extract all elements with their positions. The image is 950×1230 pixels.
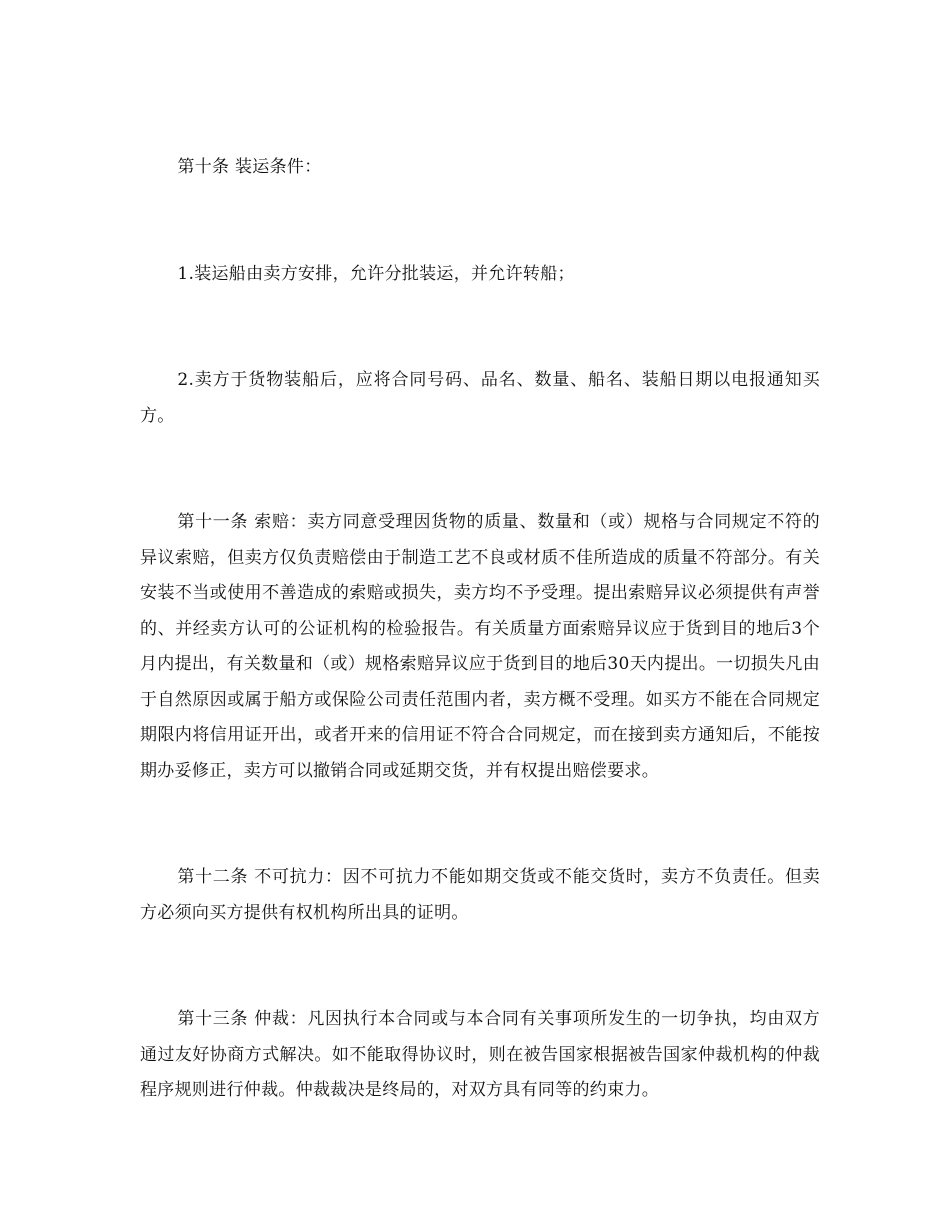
clause-12-force-majeure: 第十二条 不可抗力：因不可抗力不能如期交货或不能交货时，卖方不负责任。但卖方必须向买方提供有权机构所出具的证明。	[140, 867, 820, 923]
paragraph-gap	[140, 186, 820, 257]
clause-10-item-1: 1.装运船由卖方安排，允许分批装运，并允许转船；	[177, 263, 575, 284]
paragraph-gap	[140, 292, 820, 363]
document-body	[140, 150, 820, 1109]
clause-10-item-2: 2.卖方于货物装船后，应将合同号码、品名、数量、船名、装船日期以电报通知买方。	[140, 370, 820, 426]
clause-11-claims: 第十一条 索赔：卖方同意受理因货物的质量、数量和（或）规格与合同规定不符的异议索赔，但卖方仅负责赔偿由于制造工艺不良或材质不佳所造成的质量不符部分。有关安装不当或使用不善造成的索赔或损失，卖方均不予受理。提出索赔异议必须提供有声誉的、并经卖方认可的公证机构的检验报告。有关质量方面索赔异议应于货到目的地后3个月内提出，有关数量和（或）规格索赔异议应于货到目的地后30天内提出。一切损失凡由于自然原因或属于船方或保险公司责任范围内者，卖方概不受理。如买方不能在合同规定期限内将信用证开出，或者开来的信用证不符合合同规定，而在接到卖方通知后，不能按期办妥修正，卖方可以撤销合同或延期交货，并有权提出赔偿要求。	[140, 512, 820, 781]
clause-13-arbitration: 第十三条 仲裁：凡因执行本合同或与本合同有关事项所发生的一切争执，均由双方通过友好协商方式解决。如不能取得协议时，则在被告国家根据被告国家仲裁机构的仲裁程序规则进行仲裁。仲裁裁决是终局的，对双方具有同等的约束力。	[140, 1009, 820, 1100]
paragraph-gap	[140, 931, 820, 1002]
paragraph-gap	[140, 789, 820, 860]
paragraph-gap	[140, 434, 820, 505]
clause-10-title: 第十条 装运条件：	[177, 157, 322, 177]
